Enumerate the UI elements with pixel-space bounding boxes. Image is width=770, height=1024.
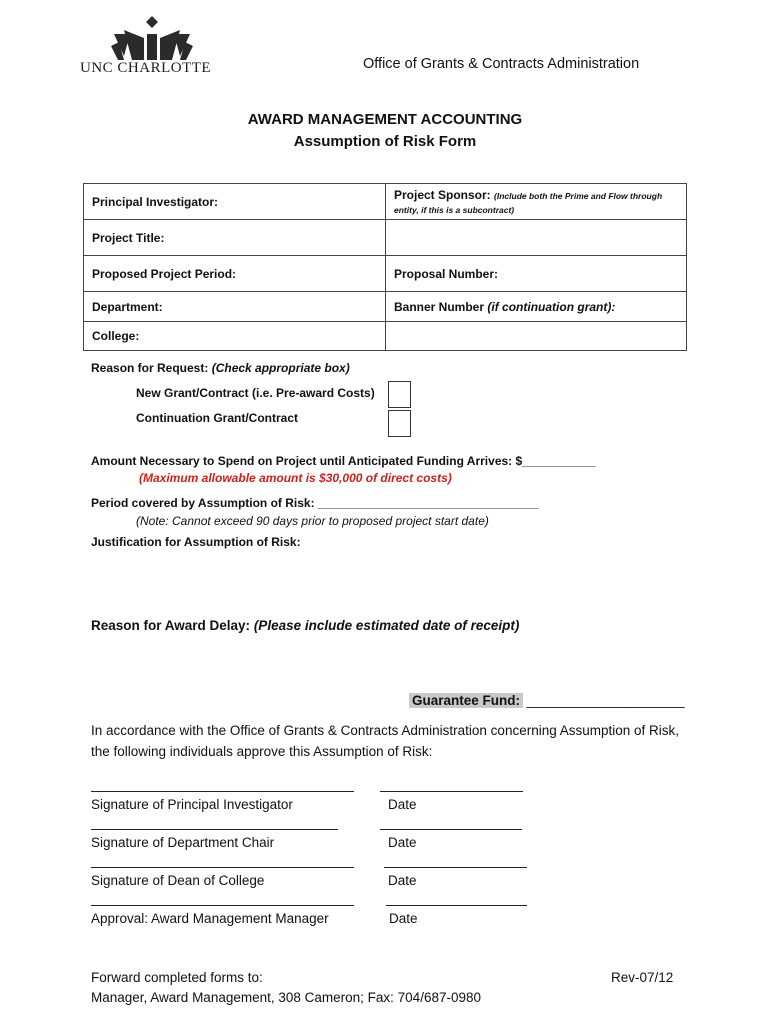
manager-date-line[interactable]	[386, 905, 527, 906]
project-title-field[interactable]: Project Title:	[84, 220, 386, 256]
info-table	[83, 183, 687, 351]
proposal-number-field[interactable]: Proposal Number:	[386, 256, 687, 292]
new-grant-checkbox[interactable]	[388, 381, 411, 408]
award-delay-label: Reason for Award Delay: (Please include estimated date of receipt)	[91, 618, 520, 633]
manager-signature-label: Approval: Award Management Manager	[91, 911, 329, 926]
dean-date-line[interactable]	[384, 867, 527, 868]
forward-address: Manager, Award Management, 308 Cameron; Fax: 704/687-0980	[91, 990, 481, 1005]
chair-date-line[interactable]	[380, 829, 522, 830]
period-field[interactable]: Period covered by Assumption of Risk: _________________________________	[91, 496, 539, 510]
banner-number-field[interactable]: Banner Number (if continuation grant):	[386, 292, 687, 322]
dean-signature-label: Signature of Dean of College	[91, 873, 265, 888]
revision-label: Rev-07/12	[611, 970, 674, 985]
project-title-extra-cell	[386, 220, 687, 256]
pi-date-line[interactable]	[380, 791, 523, 792]
option-continuation-label: Continuation Grant/Contract	[136, 411, 298, 425]
proposed-project-period-field[interactable]: Proposed Project Period:	[84, 256, 386, 292]
form-subtitle: Assumption of Risk Form	[293, 133, 477, 150]
dean-signature-line[interactable]	[91, 867, 354, 868]
project-sponsor-field[interactable]: Project Sponsor: (Include both the Prime and Flow through entity, if this is a subcontract)	[386, 184, 687, 220]
guarantee-fund-field[interactable]: Guarantee Fund: _____________________	[409, 693, 684, 708]
period-note: (Note: Cannot exceed 90 days prior to proposed project start date)	[136, 514, 489, 528]
department-field[interactable]: Department:	[84, 292, 386, 322]
approval-paragraph: In accordance with the Office of Grants & Contracts Administration concerning Assumption of Risk, the following individuals approve this Assumption of Risk:	[91, 723, 680, 759]
continuation-checkbox[interactable]	[388, 410, 411, 437]
principal-investigator-field[interactable]: Principal Investigator:	[84, 184, 386, 220]
amount-field[interactable]: Amount Necessary to Spend on Project until Anticipated Funding Arrives: $___________	[91, 454, 596, 468]
pi-signature-label: Signature of Principal Investigator	[91, 797, 293, 812]
office-name: Office of Grants & Contracts Administration	[363, 56, 640, 72]
manager-signature-line[interactable]	[91, 905, 354, 906]
manager-date-label: Date	[389, 911, 418, 926]
pi-signature-line[interactable]	[91, 791, 354, 792]
college-field[interactable]: College:	[84, 322, 386, 351]
chair-signature-line[interactable]	[91, 829, 338, 830]
logo-text: UNC CHARLOTTE	[80, 60, 212, 76]
reason-label: Reason for Request: (Check appropriate box)	[91, 361, 350, 375]
form-title: AWARD MANAGEMENT ACCOUNTING	[247, 111, 523, 128]
forward-label: Forward completed forms to:	[91, 970, 263, 985]
college-extra-cell	[386, 322, 687, 351]
amount-note: (Maximum allowable amount is $30,000 of direct costs)	[139, 471, 452, 485]
dean-date-label: Date	[388, 873, 417, 888]
chair-signature-label: Signature of Department Chair	[91, 835, 275, 850]
chair-date-label: Date	[388, 835, 417, 850]
pi-date-label: Date	[388, 797, 417, 812]
option-new-grant-label: New Grant/Contract (i.e. Pre-award Costs)	[136, 386, 375, 400]
justification-label: Justification for Assumption of Risk:	[91, 535, 301, 549]
